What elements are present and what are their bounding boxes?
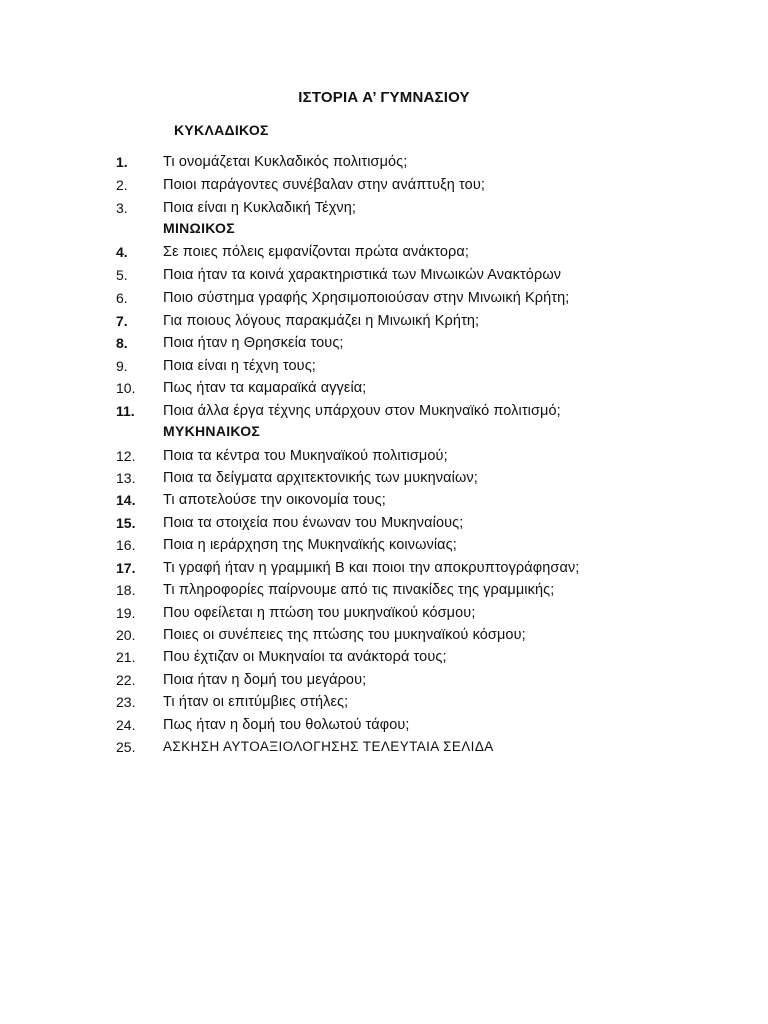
section-heading-kykladikos: ΚΥΚΛΑΔΙΚΟΣ	[174, 122, 269, 138]
question-text: Ποια τα στοιχεία που ένωναν του Μυκηναίους;	[163, 515, 464, 531]
question-number: 25.	[116, 739, 136, 755]
question-text: Που οφείλεται η πτώση του μυκηναϊκού κόσμου;	[163, 605, 476, 621]
question-number: 19.	[116, 605, 136, 621]
question-text: Ποια η ιεράρχηση της Μυκηναϊκής κοινωνίας;	[163, 537, 457, 553]
question-number: 8.	[116, 335, 128, 351]
question-text: Ποιοι παράγοντες συνέβαλαν στην ανάπτυξη του;	[163, 177, 485, 193]
section-heading-minoikos: ΜΙΝΩΙΚΟΣ	[163, 220, 235, 236]
question-text: Ποια είναι η τέχνη τους;	[163, 358, 316, 374]
question-text: Πως ήταν η δομή του θολωτού τάφου;	[163, 717, 410, 733]
question-text: ΑΣΚΗΣΗ ΑΥΤΟΑΞΙΟΛΟΓΗΣΗΣ ΤΕΛΕΥΤΑΙΑ ΣΕΛΙΔΑ	[163, 739, 494, 754]
question-text: Τι ονομάζεται Κυκλαδικός πολιτισμός;	[163, 154, 408, 170]
question-number: 4.	[116, 244, 128, 260]
question-number: 12.	[116, 448, 136, 464]
question-text: Τι πληροφορίες παίρνουμε από τις πινακίδες της γραμμικής;	[163, 582, 555, 598]
question-text: Ποια τα δείγματα αρχιτεκτονικής των μυκηναίων;	[163, 470, 478, 486]
question-number: 14.	[116, 492, 136, 508]
question-text: Τι γραφή ήταν η γραμμική Β και ποιοι την αποκρυπτογράφησαν;	[163, 560, 580, 576]
question-number: 5.	[116, 267, 128, 283]
question-number: 24.	[116, 717, 136, 733]
question-text: Τι ήταν οι επιτύμβιες στήλες;	[163, 694, 349, 710]
question-number: 21.	[116, 649, 136, 665]
question-number: 15.	[116, 515, 136, 531]
question-text: Ποια ήταν η δομή του μεγάρου;	[163, 672, 367, 688]
question-number: 11.	[116, 403, 135, 419]
question-text: Ποιο σύστημα γραφής Χρησιμοποιούσαν στην Μινωική Κρήτη;	[163, 290, 570, 306]
question-number: 9.	[116, 358, 128, 374]
section-heading-mykinaikos: ΜΥΚΗΝΑΙΚΟΣ	[163, 423, 261, 439]
question-text: Που έχτιζαν οι Μυκηναίοι τα ανάκτορά τους;	[163, 649, 447, 665]
question-text: Ποια άλλα έργα τέχνης υπάρχουν στον Μυκηναϊκό πολιτισμό;	[163, 403, 561, 419]
question-number: 17.	[116, 560, 136, 576]
question-number: 7.	[116, 313, 128, 329]
question-number: 13.	[116, 470, 136, 486]
question-text: Τι αποτελούσε την οικονομία τους;	[163, 492, 386, 508]
question-number: 18.	[116, 582, 136, 598]
question-number: 22.	[116, 672, 136, 688]
question-text: Ποια ήταν τα κοινά χαρακτηριστικά των Μινωικών Ανακτόρων	[163, 267, 562, 283]
question-number: 23.	[116, 694, 136, 710]
question-text: Ποιες οι συνέπειες της πτώσης του μυκηναϊκού κόσμου;	[163, 627, 526, 643]
question-number: 3.	[116, 200, 128, 216]
question-number: 6.	[116, 290, 128, 306]
question-text: Ποια είναι η Κυκλαδική Τέχνη;	[163, 200, 357, 216]
question-text: Σε ποιες πόλεις εμφανίζονται πρώτα ανάκτορα;	[163, 244, 469, 260]
page-title: ΙΣΤΟΡΙΑ Α’ ΓΥΜΝΑΣΙΟΥ	[298, 89, 470, 106]
question-number: 20.	[116, 627, 136, 643]
question-number: 1.	[116, 154, 128, 170]
question-text: Πως ήταν τα καμαραϊκά αγγεία;	[163, 380, 367, 396]
question-number: 2.	[116, 177, 128, 193]
question-text: Για ποιους λόγους παρακμάζει η Μινωική Κρήτη;	[163, 313, 480, 329]
question-text: Ποια τα κέντρα του Μυκηναϊκού πολιτισμού;	[163, 448, 448, 464]
question-number: 10.	[116, 380, 136, 396]
question-text: Ποια ήταν η Θρησκεία τους;	[163, 335, 344, 351]
question-number: 16.	[116, 537, 136, 553]
